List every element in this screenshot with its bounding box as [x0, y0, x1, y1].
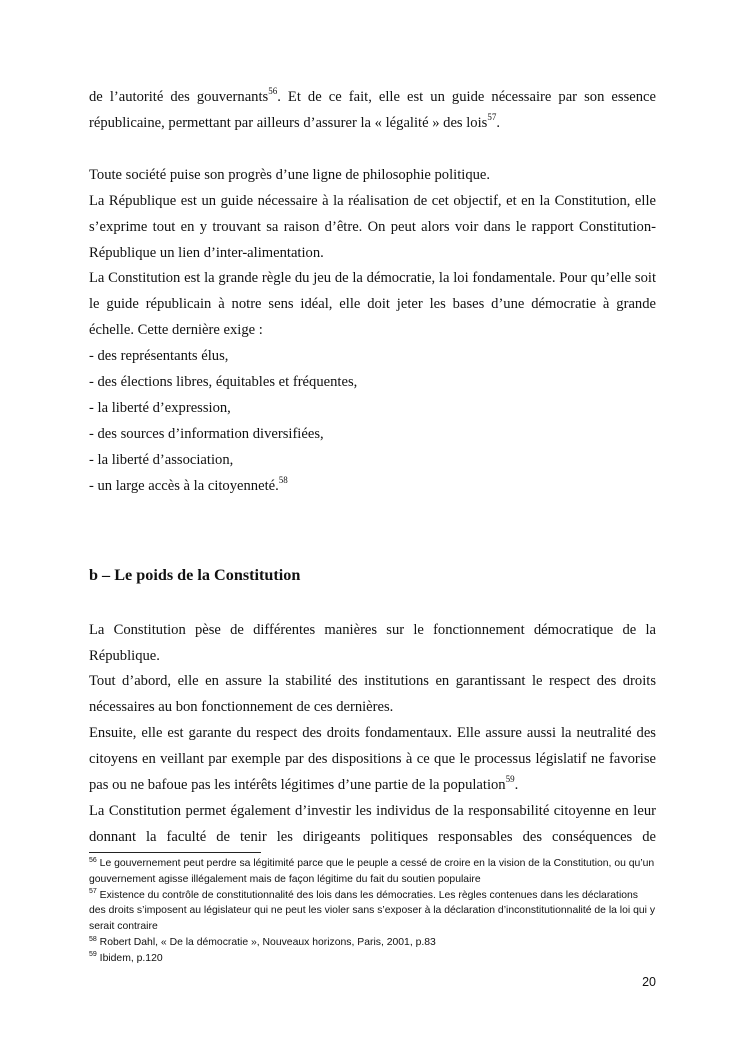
- footnote-number: 56: [89, 856, 97, 864]
- paragraph-text: . Et de ce fait, elle est un guide nécessaire par son essence républicaine, permettant par ailleurs d’assurer la « légalité » des lois: [89, 89, 656, 131]
- paragraph: La Constitution pèse de différentes manières sur le fonctionnement démocratique de la République.: [89, 621, 656, 664]
- footnote-number: 59: [89, 951, 97, 959]
- footnote-text: Le gouvernement peut perdre sa légitimité parce que le peuple a cessé de croire en la vision de la Constitution, ou qu’un gouvernement agisse illégalement mais de façon légitime du fait du soutien populaire: [89, 858, 655, 885]
- list-item: - des représentants élus,: [89, 348, 229, 365]
- body-text: [89, 85, 656, 851]
- footnote-text: Existence du contrôle de constitutionnalité des lois dans les démocraties. Les règles contenues dans les déclarations des droits s’imposent au législateur qui ne peut les violer sans s’exposer à la déclaration d’inconstitutionnalité de la loi qui y serait contraire: [89, 889, 656, 933]
- footnote-ref-59: 59: [505, 774, 515, 785]
- paragraph: Toute société puise son progrès d’une ligne de philosophie politique.: [89, 166, 491, 183]
- paragraph: La Constitution est la grande règle du jeu de la démocratie, la loi fondamentale. Pour qu’elle soit le guide républicain à notre sens idéal, elle doit jeter les bases d’une démocratie à grande échelle. Cette dernière exige :: [89, 270, 656, 339]
- footnote-separator: [89, 852, 261, 853]
- paragraph: [89, 721, 656, 799]
- list-item: [89, 474, 656, 500]
- footnotes: [89, 856, 656, 967]
- footnote-number: 57: [89, 888, 97, 896]
- footnote-ref-56: 56: [268, 86, 278, 97]
- footnote-text: Robert Dahl, « De la démocratie », Nouveaux horizons, Paris, 2001, p.83: [96, 936, 436, 948]
- footnote-58: [89, 935, 656, 951]
- section-heading: b – Le poids de la Constitution: [89, 565, 301, 584]
- list-item: - des sources d’information diversifiées,: [89, 425, 324, 442]
- footnote-57: [89, 888, 656, 935]
- list-item: - des élections libres, équitables et fréquentes,: [89, 374, 358, 391]
- list-item-text: - un large accès à la citoyenneté.: [89, 477, 279, 494]
- footnote-59: [89, 951, 656, 967]
- page-number: 20: [642, 975, 656, 989]
- paragraph-text: Ensuite, elle est garante du respect des droits fondamentaux. Elle assure aussi la neutralité des citoyens en veillant par exemple par des dispositions à ce que le processus législatif ne favorise pas ou ne bafoue pas les intérêts légitimes d’une partie de la population: [89, 725, 656, 794]
- footnote-ref-57: 57: [487, 112, 497, 123]
- paragraph-text: de l’autorité des gouvernants: [89, 89, 269, 105]
- footnote-number: 58: [89, 935, 97, 943]
- paragraph-text: .: [514, 777, 519, 794]
- paragraph-text: .: [496, 114, 500, 131]
- footnote-56: [89, 856, 656, 888]
- paragraph: Tout d’abord, elle en assure la stabilité des institutions en garantissant le respect des droits nécessaires au bon fonctionnement de ces dernières.: [89, 673, 656, 716]
- paragraph: La République est un guide nécessaire à la réalisation de cet objectif, et en la Constitution, elle s’exprime tout en y trouvant sa raison d’être. On peut alors voir dans le rapport Constitution-République un lien d’inter-alimentation.: [89, 192, 656, 261]
- paragraph: La Constitution permet également d’investir les individus de la responsabilité citoyenne en leur donnant la faculté de tenir les dirigeants politiques responsables des conséquences de: [89, 802, 656, 845]
- list-item: - la liberté d’expression,: [89, 399, 231, 416]
- footnote-text: Ibidem, p.120: [96, 952, 163, 964]
- list-item: - la liberté d’association,: [89, 451, 234, 468]
- footnote-ref-58: 58: [278, 474, 288, 485]
- paragraph-continuation: [89, 85, 656, 137]
